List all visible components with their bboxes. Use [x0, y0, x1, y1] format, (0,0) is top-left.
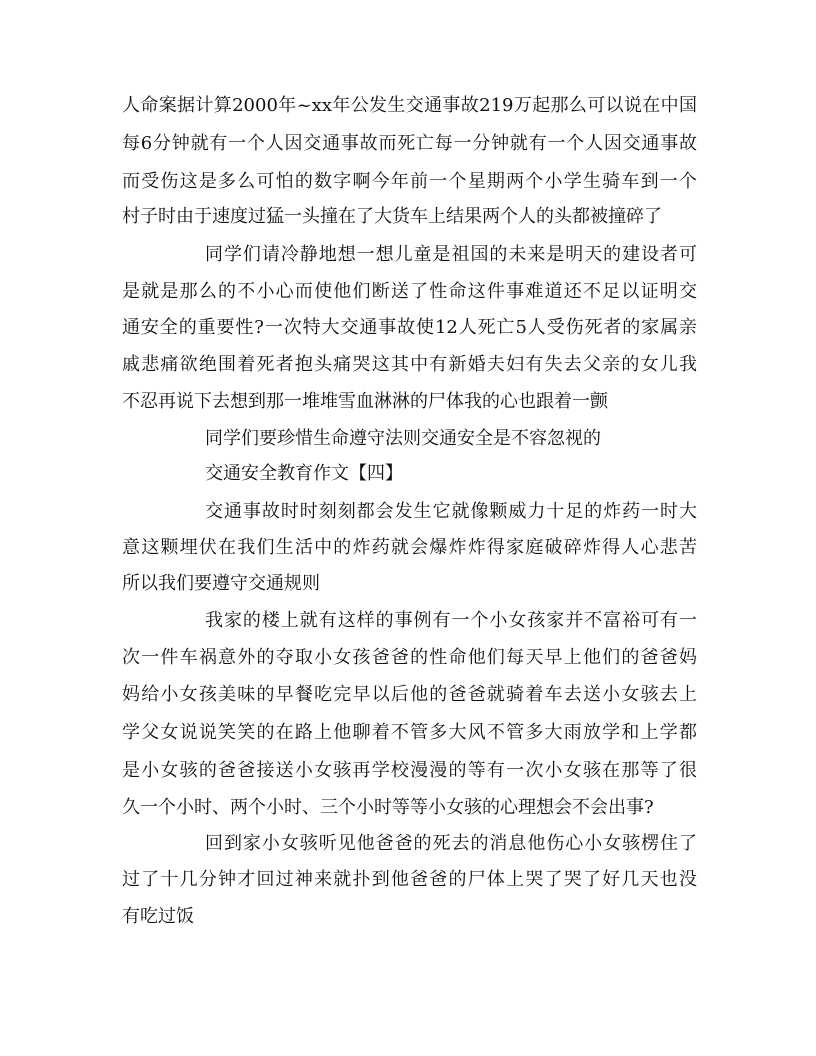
text-line-20: 久一个小时、两个小时、三个小时等等小女骇的心理想会不会出事?	[122, 797, 654, 818]
text-line-23: 有吃过饭	[122, 906, 194, 927]
text-line-1: 人命案据计算2000年~xx年公发生交通事故219万起那么可以说在中国	[122, 95, 697, 116]
section-heading: 交通安全教育作文【四】	[205, 463, 403, 484]
text-line-2: 每6分钟就有一个人因交通事故而死亡每一分钟就有一个人因交通事故	[122, 133, 697, 154]
text-line-10: 同学们要珍惜生命遵守法则交通安全是不容忽视的	[205, 428, 601, 449]
text-line-5: 同学们请冷静地想一想儿童是祖国的未来是明天的建设者可	[205, 244, 697, 265]
text-line-16: 次一件车祸意外的夺取小女孩爸爸的性命他们每天早上他们的爸爸妈	[122, 647, 697, 668]
text-line-18: 学父女说说笑笑的在路上他聊着不管多大风不管多大雨放学和上学都	[122, 722, 697, 743]
text-line-8: 戚悲痛欲绝围着死者抱头痛哭这其中有新婚夫妇有失去父亲的女儿我	[122, 354, 697, 375]
text-line-7: 通安全的重要性?一次特大交通事故使12人死亡5人受伤死者的家属亲	[122, 317, 697, 338]
text-line-9: 不忍再说下去想到那一堆堆雪血淋淋的尸体我的心也跟着一颤	[122, 391, 608, 412]
text-line-21: 回到家小女骇听见他爸爸的死去的消息他伤心小女骇楞住了	[205, 833, 697, 854]
text-line-19: 是小女骇的爸爸接送小女骇再学校漫漫的等有一次小女骇在那等了很	[122, 760, 697, 781]
text-line-12: 交通事故时时刻刻都会发生它就像颗威力十足的炸药一时大	[205, 501, 697, 522]
text-line-4: 村子时由于速度过猛一头撞在了大货车上结果两个人的头都被撞碎了	[122, 206, 662, 227]
text-line-22: 过了十几分钟才回过神来就扑到他爸爸的尸体上哭了哭了好几天也没	[122, 869, 697, 890]
text-line-3: 而受伤这是多么可怕的数字啊今年前一个星期两个小学生骑车到一个	[122, 171, 697, 192]
text-line-6: 是就是那么的不小心而使他们断送了性命这件事难道还不足以证明交	[122, 281, 697, 302]
text-line-15: 我家的楼上就有这样的事例有一个小女孩家并不富裕可有一	[205, 610, 697, 631]
text-line-17: 妈给小女孩美味的早餐吃完早以后他的爸爸就骑着车去送小女骇去上	[122, 684, 697, 705]
text-line-13: 意这颗埋伏在我们生活中的炸药就会爆炸炸得家庭破碎炸得人心悲苦	[122, 537, 697, 558]
text-line-14: 所以我们要遵守交通规则	[122, 573, 320, 594]
